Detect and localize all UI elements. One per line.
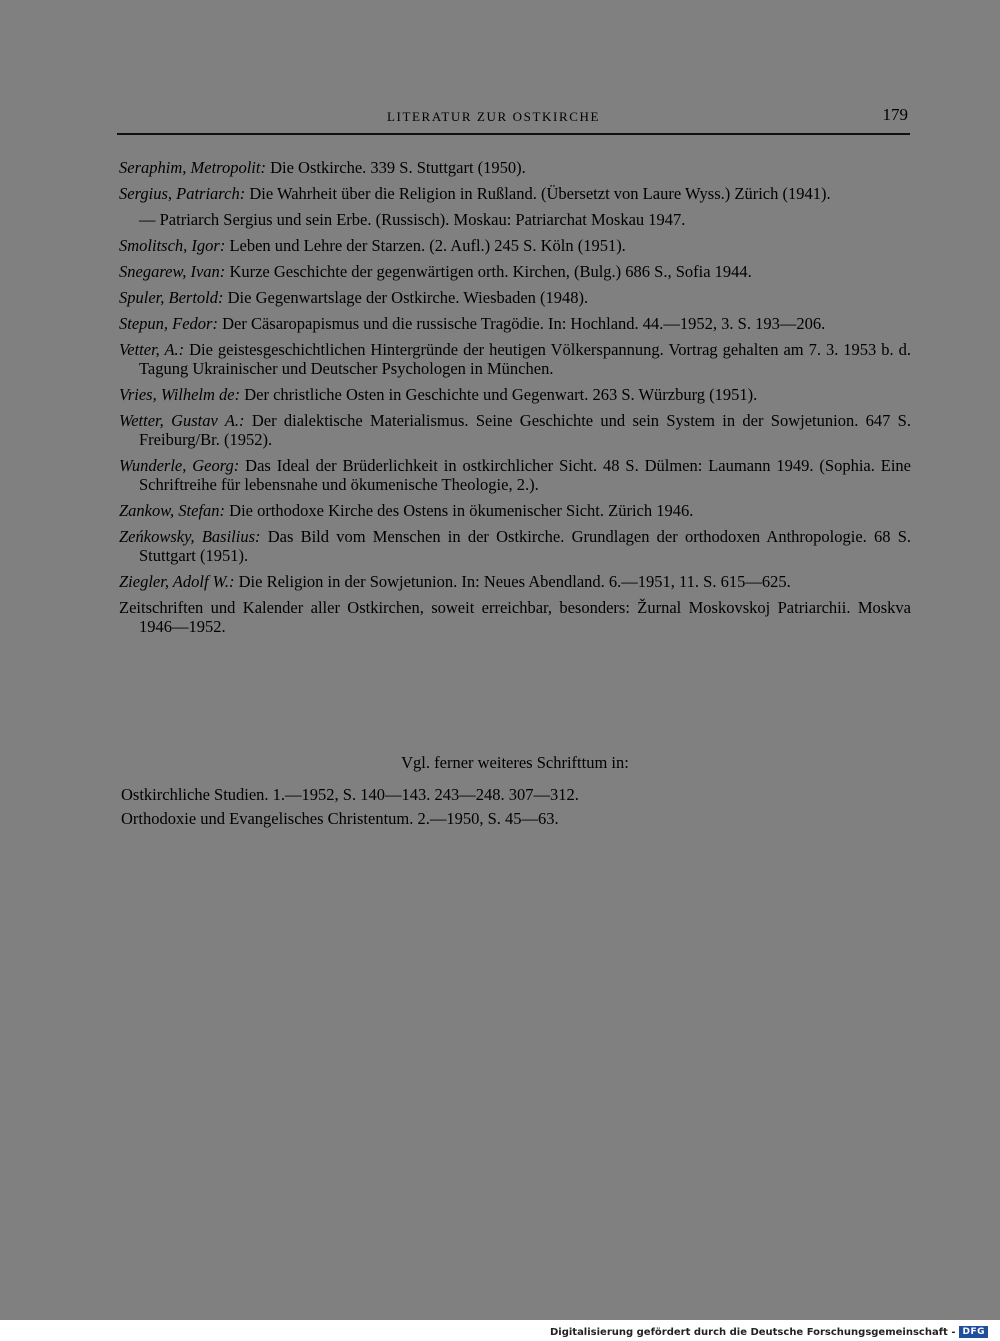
entry-author: Wunderle, Georg: [119, 456, 240, 475]
bibliography-entry [119, 262, 911, 281]
entry-text: Der christliche Osten in Geschichte und Gegenwart. 263 S. Würzburg (1951). [240, 385, 758, 404]
entry-author: Zankow, Stefan: [119, 501, 226, 520]
entry-author: Stepun, Fedor: [119, 314, 218, 333]
see-also-section [119, 753, 911, 833]
bibliography-entry [119, 385, 911, 404]
bibliography-entry [119, 184, 911, 203]
bibliography-entry [119, 314, 911, 333]
bibliography-entry [119, 340, 911, 378]
entry-text: Das Ideal der Brüderlichkeit in ostkirchlicher Sicht. 48 S. Dülmen: Laumann 1949. (Sophia. Eine Schriftreihe für lebensnahe und ökumenische Theologie, 2.). [139, 456, 911, 494]
bibliography-entry [119, 527, 911, 565]
entry-author: Sergius, Patriarch: [119, 184, 246, 203]
footer-credit: Digitalisierung gefördert durch die Deutsche Forschungsgemeinschaft - [549, 1326, 956, 1338]
entry-text: Die geistesgeschichtlichen Hintergründe der heutigen Völkerspannung. Vortrag gehalten am 7. 3. 1953 b. d. Tagung Ukrainischer und Deutscher Psychologen in München. [139, 340, 911, 378]
bibliography-entry [119, 158, 911, 177]
entry-text: Die orthodoxe Kirche des Ostens in ökumenischer Sicht. Zürich 1946. [225, 501, 694, 520]
entry-author: Smolitsch, Igor: [119, 236, 226, 255]
entry-author: Snegarew, Ivan: [119, 262, 226, 281]
see-also-item: Ostkirchliche Studien. 1.—1952, S. 140—143. 243—248. 307—312. [121, 785, 579, 804]
entry-text: Die Religion in der Sowjetunion. In: Neues Abendland. 6.—1951, 11. S. 615—625. [234, 572, 791, 591]
entry-text: Die Gegenwartslage der Ostkirche. Wiesbaden (1948). [223, 288, 589, 307]
entry-text: — Patriarch Sergius und sein Erbe. (Russisch). Moskau: Patriarchat Moskau 1947. [139, 210, 686, 229]
entry-author: Spuler, Bertold: [119, 288, 224, 307]
page-header [117, 103, 910, 135]
entry-text: Das Bild vom Menschen in der Ostkirche. Grundlagen der orthodoxen Anthropologie. 68 S. Stuttgart (1951). [139, 527, 911, 565]
bibliography-entry [119, 288, 911, 307]
running-head: LITERATUR ZUR OSTKIRCHE [387, 109, 601, 124]
bibliography-entry [119, 411, 911, 449]
entry-author: Zeńkowsky, Basilius: [119, 527, 261, 546]
dfg-logo: DFG [959, 1326, 988, 1338]
bibliography-entry [119, 572, 911, 591]
bibliography-entry [119, 236, 911, 255]
page-number: 179 [882, 105, 908, 124]
entry-text: Die Wahrheit über die Religion in Rußland. (Übersetzt von Laure Wyss.) Zürich (1941). [245, 184, 831, 203]
bibliography-entry [119, 501, 911, 520]
entry-author: Ziegler, Adolf W.: [119, 572, 235, 591]
bibliography-list [119, 158, 911, 643]
entry-text: Zeitschriften und Kalender aller Ostkirchen, soweit erreichbar, besonders: Žurnal Moskovskoj Patriarchii. Moskva 1946—1952. [119, 598, 911, 636]
entry-author: Vetter, A.: [119, 340, 185, 359]
entry-author: Wetter, Gustav A.: [119, 411, 245, 430]
entry-author: Seraphim, Metropolit: [119, 158, 266, 177]
bibliography-entry [119, 456, 911, 494]
see-also-heading: Vgl. ferner weiteres Schrifttum in: [401, 753, 629, 772]
entry-text: Der Cäsaropapismus und die russische Tragödie. In: Hochland. 44.—1952, 3. S. 193—206. [217, 314, 826, 333]
entry-text: Die Ostkirche. 339 S. Stuttgart (1950). [265, 158, 526, 177]
entry-text: Leben und Lehre der Starzen. (2. Aufl.) 245 S. Köln (1951). [225, 236, 626, 255]
see-also-item: Orthodoxie und Evangelisches Christentum. 2.—1950, S. 45—63. [121, 809, 559, 828]
entry-text: Der dialektische Materialismus. Seine Geschichte und sein System in der Sowjetunion. 647 S. Freiburg/Br. (1952). [139, 411, 911, 449]
entry-text: Kurze Geschichte der gegenwärtigen orth. Kirchen, (Bulg.) 686 S., Sofia 1944. [225, 262, 752, 281]
bibliography-entry [119, 210, 911, 229]
bibliography-entry [119, 598, 911, 636]
entry-author: Vries, Wilhelm de: [119, 385, 241, 404]
digitization-footer [550, 1325, 988, 1339]
